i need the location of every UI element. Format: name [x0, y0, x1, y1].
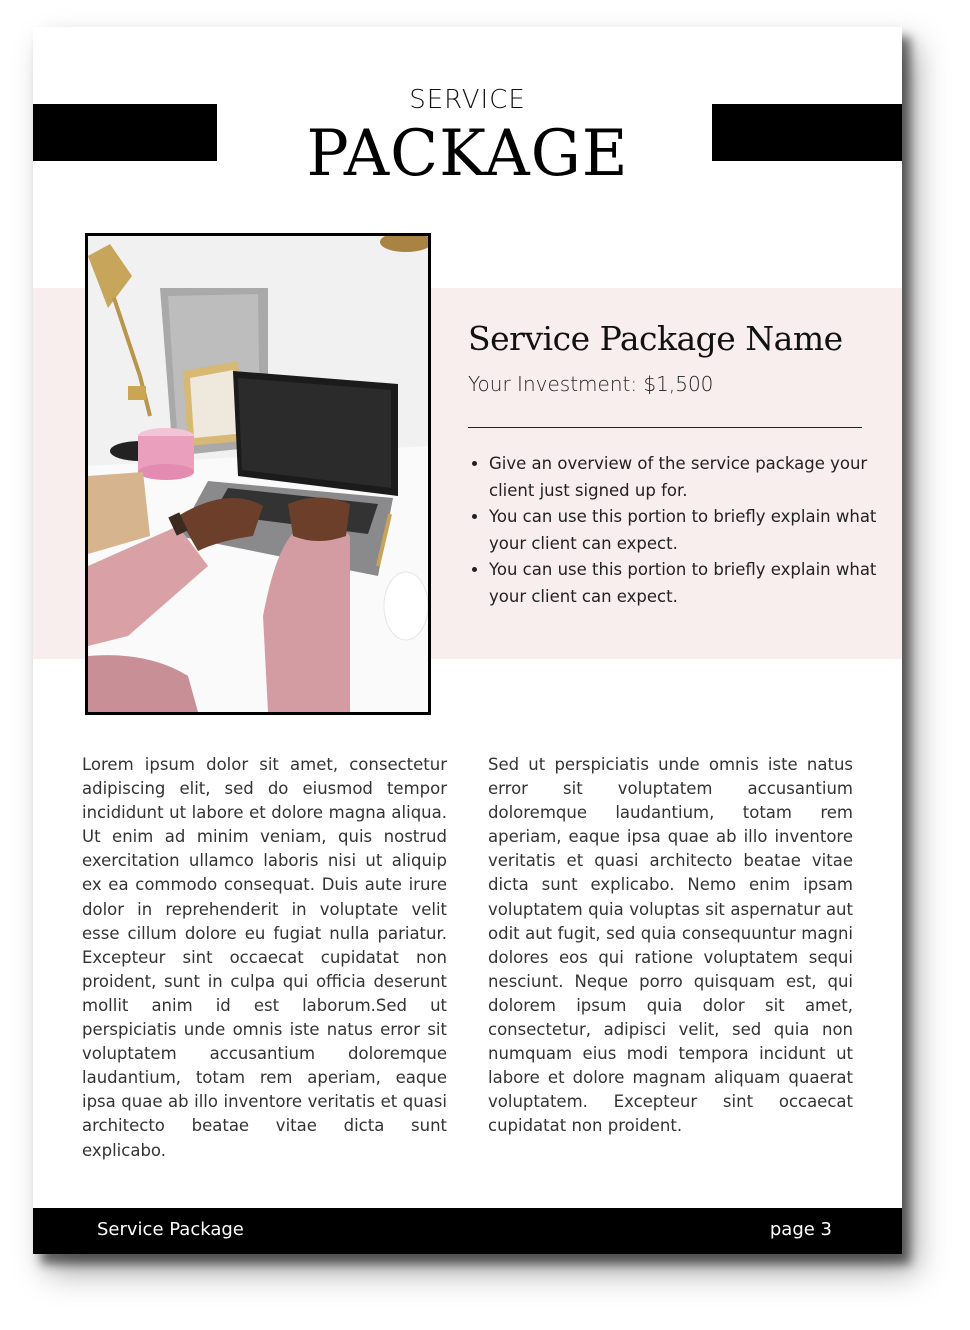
bullet-item: • You can use this portion to briefly explain what your client can expect. — [489, 557, 889, 610]
divider — [468, 427, 862, 428]
package-investment: Your Investment: $1,500 — [468, 372, 714, 396]
body-text-left: Lorem ipsum dolor sit amet, consectetur adipiscing elit, sed do eiusmod tempor incididunt ut labore et dolore magna aliqua. Ut enim ad minim veniam, quis nostrud exercitation ullamco laboris nisi ut aliquip ex ea commodo consequat. Duis aute irure dolor in reprehenderit in voluptate velit esse cillum dolore eu fugiat nulla pariatur. Excepteur sint occaecat cupidatat non proident, sunt in culpa qui officia deserunt mollit anim id est laborum.Sed ut perspiciatis unde omnis iste natus error sit voluptatem accusantium doloremque laudantium, totam rem aperiam, eaque ipsa quae ab illo inventore veritatis et quasi architecto beatae vitae dicta sunt explicabo. — [82, 755, 447, 1160]
page-number: page 3 — [769, 1219, 832, 1240]
page-kicker: SERVICE — [409, 85, 526, 115]
body-text-right: Sed ut perspiciatis unde omnis iste natus error sit voluptatem accusantium doloremque laudantium, totam rem aperiam, eaque ipsa quae ab illo inventore veritatis et quasi architecto beatae vitae dicta sunt explicabo. Nemo enim ipsam voluptatem quia voluptas sit aspernatur aut odit aut fugit, sed quia consequuntur magni dolores eos qui ratione voluptatem sequi nesciunt. Neque porro quisquam est, qui dolorem ipsum quia dolor sit amet, consectetur, adipisci velit, sed quia non numquam eius modi tempora incidunt ut labore et dolore magnam aliquam quaerat voluptatem. Excepteur sint occaecat cupidatat non proident. — [488, 755, 853, 1136]
package-bullets — [468, 451, 889, 610]
workspace-photo-illustration — [88, 236, 428, 712]
page-title: PACKAGE — [306, 117, 629, 191]
workspace-photo — [85, 233, 431, 715]
page-footer — [33, 1208, 902, 1254]
bullet-item: • You can use this portion to briefly explain what your client can expect. — [489, 504, 889, 557]
bullet-item: • Give an overview of the service package your client just signed up for. — [489, 451, 889, 504]
package-name: Service Package Name — [468, 319, 843, 358]
footer-title: Service Package — [97, 1219, 244, 1240]
document-page — [33, 27, 902, 1254]
